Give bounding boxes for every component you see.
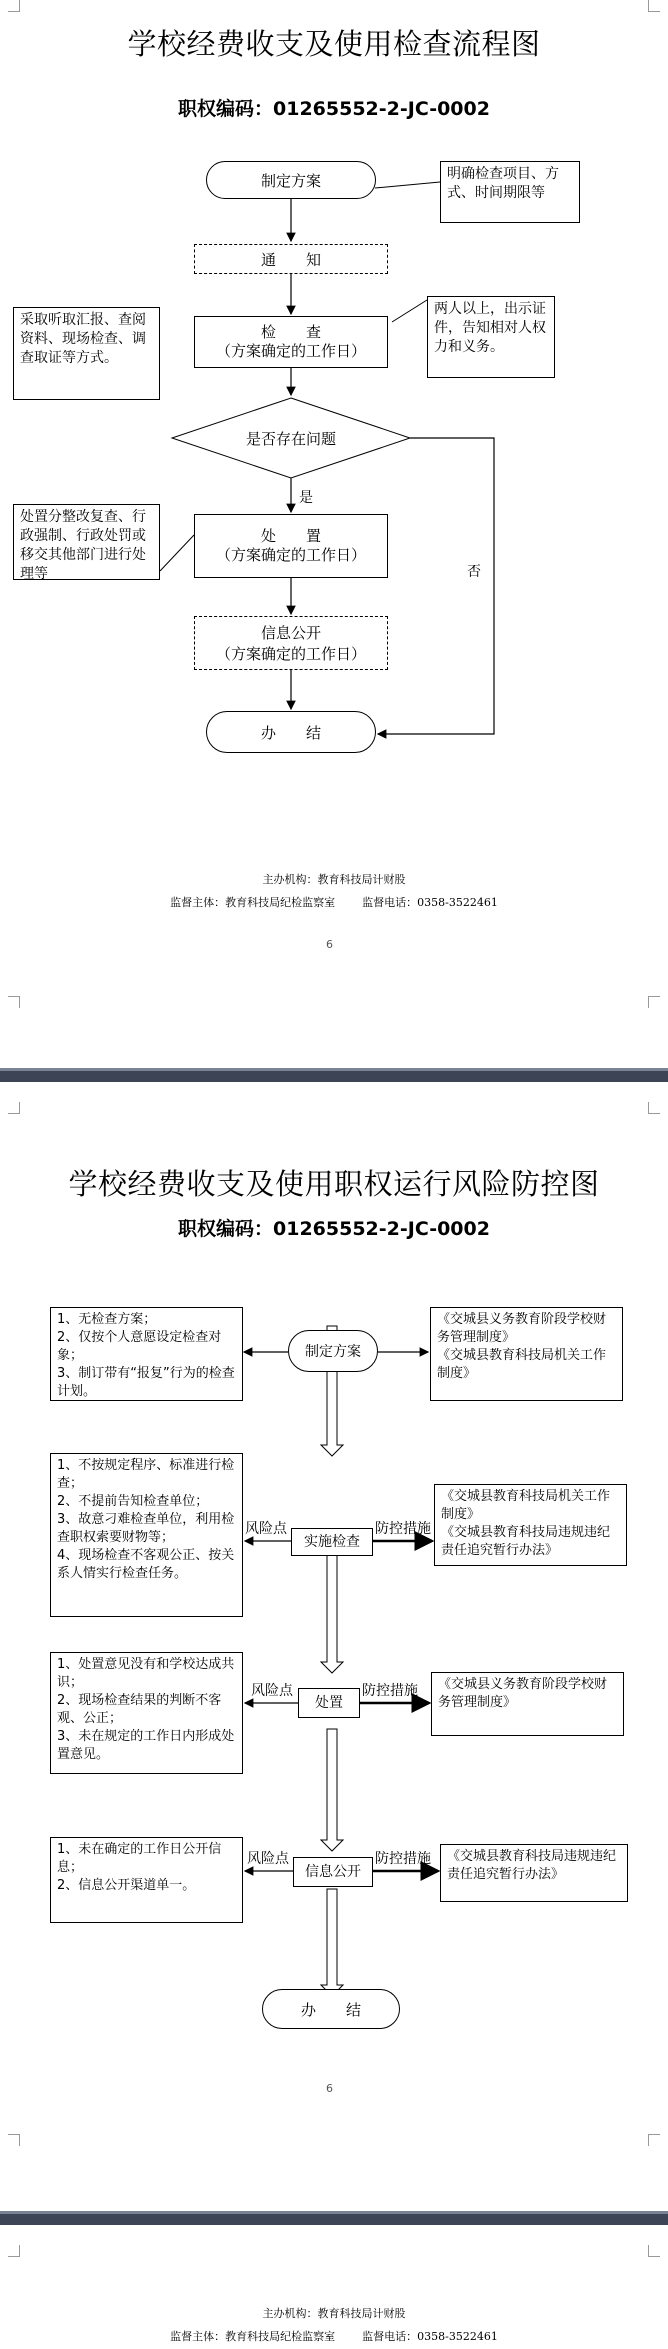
label-no: 否 (467, 564, 481, 580)
node-done: 办 结 (262, 1989, 400, 2029)
crop-mark (8, 2245, 20, 2257)
page-separator (0, 2211, 668, 2225)
control-item: 《交城县教育科技局违规违纪责任追究暂行办法》 (441, 1525, 611, 1558)
label-control-handle: 防控措施 (362, 1683, 418, 1699)
node-check-title: 检 查 (260, 323, 321, 341)
risk-box-handle (50, 1652, 243, 1774)
risk-item: 1、不按规定程序、标准进行检查； (57, 1458, 235, 1491)
node-handle (194, 514, 388, 578)
control-box-implement (434, 1484, 627, 1566)
control-item: 《交城县义务教育阶段学校财务管理制度》 (438, 1677, 608, 1710)
footer-supervisor: 监督主体：教育科技局纪检监察室 (170, 2330, 336, 2343)
risk-box-plan (50, 1307, 243, 1401)
note-plan: 明确检查项目、方式、时间期限等 (440, 161, 580, 223)
node-handle: 处置 (298, 1688, 360, 1718)
control-item: 《交城县教育科技局违规违纪责任追究暂行办法》 (447, 1849, 617, 1882)
node-plan: 制定方案 (288, 1330, 378, 1372)
risk-box-implement (50, 1453, 243, 1617)
risk-box-publish (50, 1837, 243, 1923)
page-number: 6 (326, 2082, 333, 2095)
footer-supervision (0, 2328, 668, 2344)
page-2 (0, 1082, 668, 2211)
power-code: 职权编码：01265552-2-JC-0002 (178, 98, 490, 120)
risk-item: 1、未在确定的工作日公开信息； (57, 1842, 222, 1875)
risk-item: 3、故意刁难检查单位，利用检查职权索要财物等； (57, 1512, 235, 1545)
node-handle-sub: （方案确定的工作日） (215, 546, 366, 564)
control-item: 《交城县教育科技局机关工作制度》 (441, 1489, 611, 1522)
footer-phone: 监督电话：0358-3522461 (362, 2330, 498, 2343)
page-title: 学校经费收支及使用检查流程图 (127, 27, 541, 61)
label-risk-publish: 风险点 (247, 1851, 289, 1867)
node-publish-title: 信息公开 (260, 624, 321, 642)
node-check (194, 316, 388, 368)
footer-phone: 监督电话：0358-3522461 (362, 896, 498, 909)
page-number: 6 (326, 938, 333, 951)
control-box-handle (431, 1672, 624, 1736)
risk-item: 2、现场检查结果的判断不客观、公正； (57, 1693, 222, 1726)
risk-item: 2、仅按个人意愿设定检查对象； (57, 1330, 222, 1363)
decision-label: 是否存在问题 (245, 430, 336, 448)
footer-supervisor: 监督主体：教育科技局纪检监察室 (170, 896, 336, 909)
control-item: 《交城县义务教育阶段学校财务管理制度》 (437, 1312, 607, 1345)
risk-item: 2、信息公开渠道单一。 (57, 1878, 196, 1893)
node-publish-sub: （方案确定的工作日） (215, 645, 366, 663)
control-box-plan (430, 1307, 623, 1401)
page-3 (0, 2225, 668, 2349)
node-implement: 实施检查 (291, 1528, 373, 1556)
note-check-method: 采取听取汇报、查阅资料、现场检查、调查取证等方式。 (13, 307, 160, 400)
label-yes: 是 (299, 490, 313, 506)
footer-organizer: 主办机构：教育科技局计财股 (262, 873, 406, 886)
risk-item: 3、制订带有“报复”行为的检查计划。 (57, 1366, 235, 1399)
note-check-rights: 两人以上，出示证件，告知相对人权力和义务。 (427, 296, 555, 378)
note-handle: 处置分整改复查、行政强制、行政处罚或移交其他部门进行处理等 (13, 504, 160, 580)
node-check-sub: （方案确定的工作日） (215, 342, 366, 360)
risk-item: 4、现场检查不客观公正、按关系人情实行检查任务。 (57, 1548, 235, 1581)
label-risk-implement: 风险点 (245, 1521, 287, 1537)
footer-supervision (0, 894, 668, 910)
node-notify: 通 知 (194, 244, 388, 274)
footer-organizer: 主办机构：教育科技局计财股 (262, 2307, 406, 2320)
node-handle-title: 处 置 (260, 527, 321, 545)
control-box-publish (440, 1844, 628, 1902)
page-1 (0, 0, 668, 1068)
control-item: 《交城县教育科技局机关工作制度》 (437, 1348, 607, 1381)
power-code: 职权编码：01265552-2-JC-0002 (178, 1218, 490, 1240)
label-control-implement: 防控措施 (375, 1521, 431, 1537)
node-done: 办 结 (206, 711, 376, 753)
risk-item: 1、处置意见没有和学校达成共识； (57, 1657, 235, 1690)
risk-item: 1、无检查方案； (57, 1312, 157, 1327)
crop-mark (648, 2245, 660, 2257)
risk-item: 3、未在规定的工作日内形成处置意见。 (57, 1729, 235, 1762)
page-separator (0, 1068, 668, 1082)
node-plan: 制定方案 (206, 161, 376, 199)
page-title: 学校经费收支及使用职权运行风险防控图 (68, 1167, 600, 1201)
label-control-publish: 防控措施 (375, 1851, 431, 1867)
risk-item: 2、不提前告知检查单位； (57, 1494, 209, 1509)
node-publish: 信息公开 (293, 1857, 373, 1887)
risk-connectors (0, 1082, 668, 2211)
node-publish (194, 616, 388, 670)
label-risk-handle: 风险点 (251, 1683, 293, 1699)
